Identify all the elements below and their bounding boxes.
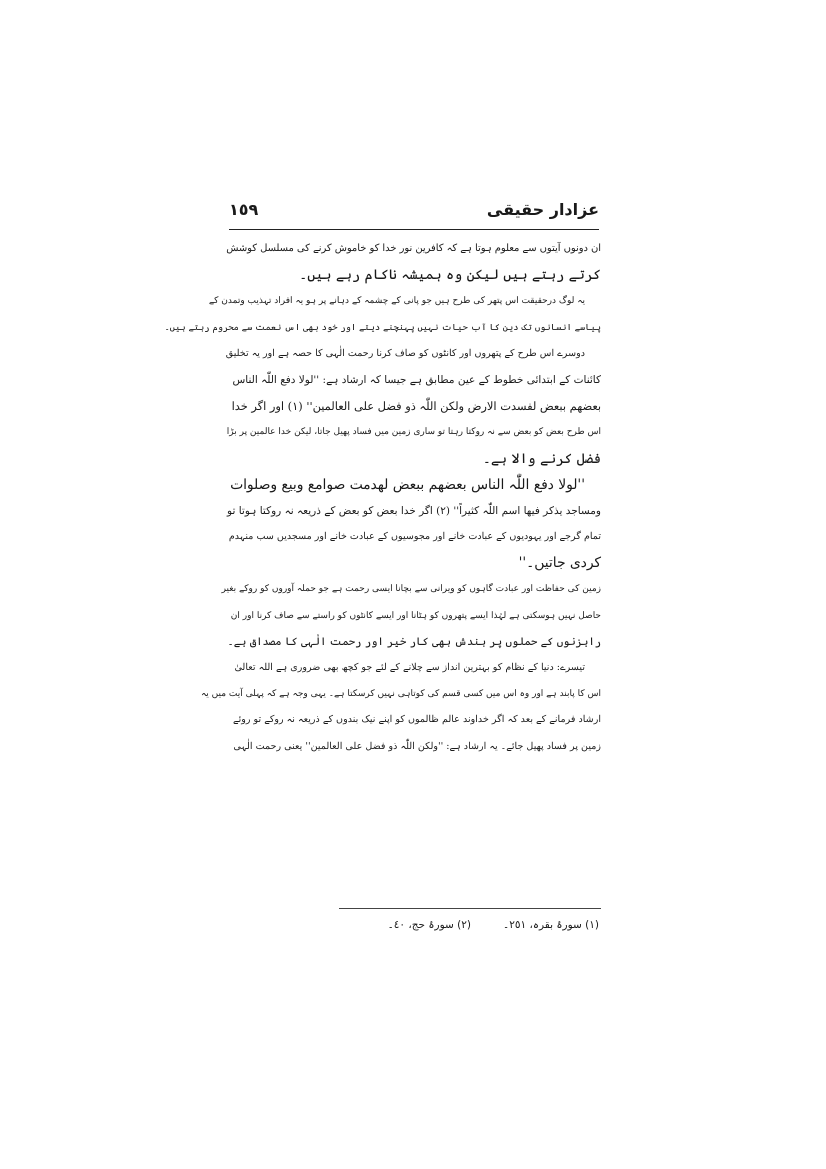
text-line: یہ لوگ درحقیقت اس پتھر کی طرح ہیں جو پانی کے چشمہ کے دہانے پر ہو یہ افراد تہذیب وتمدن کے [208,296,585,307]
text-line: حاصل نہیں ہوسکتی ہے لہٰذا ایسے پتھروں کو ہٹانا اور ایسے کانٹوں کو راستے سے صاف کرنا اور ان [230,610,601,621]
text-line: ''لولا دفع اللّٰہ الناس بعضھم ببعض لھدمت صوامع وبیع وصلوات [230,476,585,493]
text-line: راہزنوں کے حملوں پر بندش بھی کار خیر اور رحمت الٰہی کا مصداق ہے۔ [227,634,601,648]
footnotes [229,915,599,935]
text-line: تیسرے: دنیا کے نظام کو بہترین انداز سے چلانے کے لئے جو کچھ بھی ضروری ہے اللہ تعالیٰ [234,662,585,673]
text-line: زمین کی حفاظت اور عبادت گاہوں کو ویرانی سے بچانا ایسی رحمت ہے جو حملہ آوروں کو روکے بغیر [221,584,601,595]
text-line: ارشاد فرمانے کے بعد کہ اگر خداوند عالم ظالموں کو اپنے نیک بندوں کے ذریعہ نہ روکے تو روئے [232,714,601,726]
text-line: تمام گرجے اور یہودیوں کے عبادت خانے اور مجوسیوں کے عبادت خانے اور مسجدیں سب منہدم [228,531,601,543]
text-line: زمین پر فساد پھیل جائے۔ یہ ارشاد ہے: ''ولکن اللّٰہ ذو فضل علی العالمین'' یعنی رحمت الٰہی [233,740,601,752]
text-line: دوسرے اس طرح کے پتھروں اور کانٹوں کو صاف کرنا رحمت الٰہی کا حصہ ہے اور یہ تخلیق [225,347,585,359]
text-line: پیاسے انسانوں تک دین کا آب حیات نہیں پہنچنے دیتے اور خود بھی اس نعمت سے محروم رہتے ہیں۔ [164,322,601,333]
footnote-1: (١) سورۂ بقرہ، ٢٥١۔ [503,919,599,931]
footnote-divider [339,908,601,909]
text-line: اس طرح بعض کو بعض سے نہ روکتا رہتا تو ساری زمین میں فساد پھیل جاتا، لیکن خدا عالمین پر بڑا [226,427,601,438]
text-line: کائنات کے ابتدائی خطوط کے عین مطابق ہے جیسا کہ ارشاد ہے: ''لولا دفع اللّٰہ الناس [232,373,601,386]
footnote-2: (٢) سورۂ حج، ٤٠۔ [387,919,471,931]
text-line: کرتے رہتے ہیں لیکن وہ ہمیشہ ناکام رہے ہیں۔ [299,267,601,284]
text-line: ومساجد یذکر فیھا اسم اللّٰہ کثیراً'' (٢) اگر خدا بعض کو بعض کے ذریعہ نہ روکتا ہوتا تو [227,504,601,517]
text-line: فضل کرنے والا ہے۔ [482,450,601,467]
body-text [164,236,601,760]
page-number: ١٥٩ [229,200,259,219]
text-line: کردی جاتیں۔'' [518,555,601,572]
text-line: بعضھم ببعض لفسدت الارض ولکن اللّٰہ ذو فضل علی العالمین'' (١) اور اگر خدا [231,399,601,414]
running-title: عزادار حقیقی [486,200,599,219]
text-line: اس کا پابند ہے اور وہ اس میں کسی قسم کی کوتاہی نہیں کرسکتا ہے۔ یہی وجہ ہے کہ پہلی آیت میں یہ [201,689,601,700]
text-line: ان دونوں آیتوں سے معلوم ہوتا ہے کہ کافرین نور خدا کو خاموش کرنے کی مسلسل کوشش [226,243,601,254]
header-divider [229,229,599,230]
page-header [229,198,599,228]
